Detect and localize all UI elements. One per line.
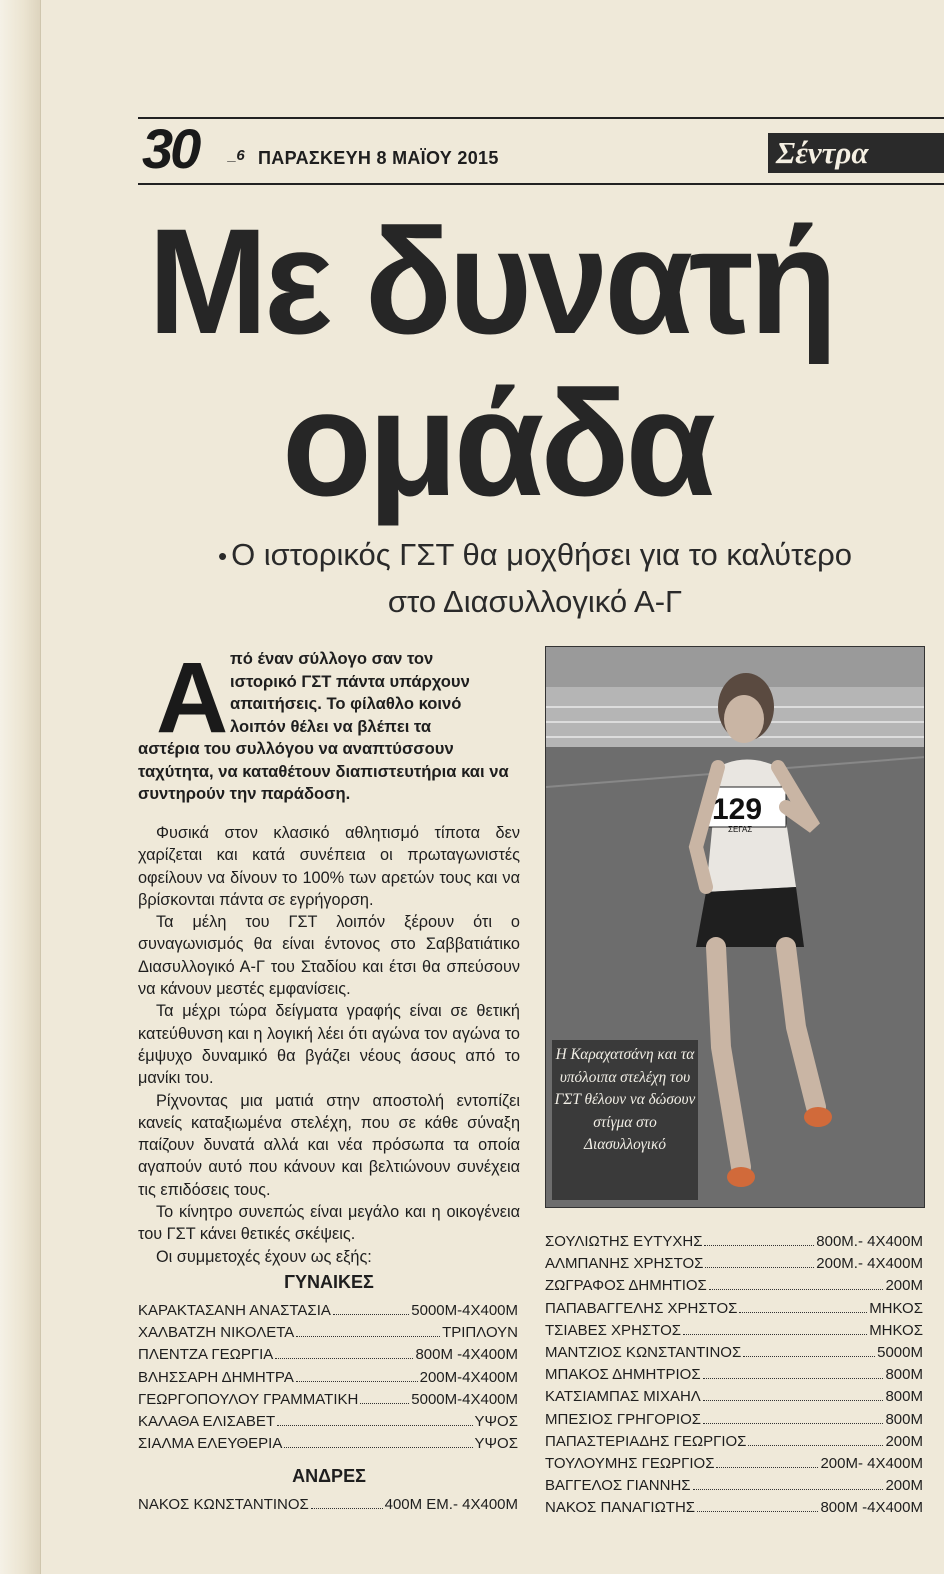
list-item: ΠΑΠΑΒΑΓΓΕΛΗΣ ΧΡΗΣΤΟΣ ΜΗΚΟΣ [545,1299,923,1317]
body-paragraph-2: Τα μέλη του ΓΣΤ λοιπόν ξέρουν ότι ο συναγωνισμός θα είναι έντονος στο Σαββατιάτικο Διασυλλογικό Α-Γ του Σταδίου και έτσι θα σπεύσουν να κάνουν μεστές εμφανίσεις. [138,913,520,999]
body-paragraph-5: Το κίνητρο συνεπώς είναι μεγάλο και η οικογένεια του ΓΣΤ κάνει θετικές σκέψεις. [138,1203,520,1244]
list-item: ΑΛΜΠΑΝΗΣ ΧΡΗΣΤΟΣ 200Μ.- 4Χ400Μ [545,1255,923,1273]
subhead-line-1: Ο ιστορικός ΓΣΤ θα μοχθήσει για το καλύτερο [231,537,853,572]
header-top-rule [138,117,944,119]
headline-line-1: Με δυνατή [148,197,834,365]
list-item: ΚΑΛΑΘΑ ΕΛΙΣΑΒΕΤ ΥΨΟΣ [138,1413,518,1431]
body-paragraph-6: Οι συμμετοχές έχουν ως εξής: [156,1247,372,1266]
page-sub-number: _6 [228,147,245,164]
subhead-line-2: στο Διασυλλογικό Α-Γ [387,584,683,619]
list-item: ΠΛΕΝΤΖΑ ΓΕΩΡΓΙΑ 800Μ -4Χ400Μ [138,1346,518,1364]
list-item: ΜΠΑΚΟΣ ΔΗΜΗΤΡΙΟΣ 800Μ [545,1366,923,1384]
list-item: ΒΑΓΓΕΛΟΣ ΓΙΑΝΝΗΣ 200Μ [545,1477,923,1495]
list-item: ΚΑΤΣΙΑΜΠΑΣ ΜΙΧΑΗΛ 800Μ [545,1388,923,1406]
body-paragraph-3: Τα μέχρι τώρα δείγματα γραφής είναι σε θετική κατεύθυνση και η λογική λέει ότι αγώνα τον αγώνα το έμψυχο δυναμικό θα βγάζει νέους άσους από το μανίκι του. [138,1002,520,1088]
body-paragraph-4: Ρίχνοντας μια ματιά στην αποστολή εντοπίζει κανείς καταξιωμένα στελέχη, που σε κάθε σύναξη παίζουν δυνατά αλλά και νέα πρόσωπα τα οποία αγαπούν αυτό που κάνουν και βελτιώνουν συνέχεια τις επιδόσεις τους. [138,1091,520,1199]
photo-caption: Η Καραχατσάνη και τα υπόλοιπα στελέχη του ΓΣΤ θέλουν να δώσουν στίγμα στο Διασυλλογικό [552,1040,698,1200]
lead-line-4: λοιπόν θέλει να βλέπει τα [230,716,432,736]
list-item: ΝΑΚΟΣ ΠΑΝΑΓΙΩΤΗΣ 800Μ -4Χ400Μ [545,1499,923,1517]
list-item: ΝΑΚΟΣ ΚΩΝΣΤΑΝΤΙΝΟΣ 400Μ ΕΜ.- 4Χ400Μ [138,1496,518,1513]
lead-line-1: πό έναν σύλλογο σαν τον [230,649,434,668]
subheadline [150,532,920,625]
section-label: Σέντρα [768,133,944,173]
list-item: ΧΑΛΒΑΤΖΗ ΝΙΚΟΛΕΤΑ ΤΡΙΠΛΟΥΝ [138,1324,518,1342]
women-roster [138,1300,518,1455]
men-roster-right [545,1231,923,1520]
bib-org: ΣΕΓΑΣ [728,825,753,834]
page-number: 30 [142,117,199,180]
men-heading: ΑΝΔΡΕΣ [292,1466,366,1486]
list-item: ΓΕΩΡΓΟΠΟΥΛΟΥ ΓΡΑΜΜΑΤΙΚΗ 5000Μ-4Χ400Μ [138,1390,518,1408]
issue-date: ΠΑΡΑΣΚΕΥΗ 8 ΜΑΪΟΥ 2015 [258,148,499,168]
page-fold-edge [0,0,41,1574]
list-item: ΖΩΓΡΑΦΟΣ ΔΗΜΗΤΙΟΣ 200Μ [545,1277,923,1295]
list-item: ΠΑΠΑΣΤΕΡΙΑΔΗΣ ΓΕΩΡΓΙΟΣ 200Μ [545,1432,923,1450]
list-item: ΣΙΑΛΜΑ ΕΛΕΥΘΕΡΙΑ ΥΨΟΣ [138,1435,518,1453]
list-item: ΚΑΡΑΚΤΑΣΑΝΗ ΑΝΑΣΤΑΣΙΑ 5000Μ-4Χ400Μ [138,1302,518,1319]
article-body [138,822,520,1268]
list-item: ΜΠΕΣΙΟΣ ΓΡΗΓΟΡΙΟΣ 800Μ [545,1410,923,1428]
lead-line-2: ιστορικό ΓΣΤ πάντα υπάρχουν [230,671,470,691]
lead-rest: αστέρια του συλλόγου να αναπτύσσουν ταχύτητα, να καταθέτουν διαπιστευτήρια και να συντηρούν την παράδοση. [138,739,509,803]
lead-paragraph [138,642,518,806]
list-item: ΜΑΝΤΖΙΟΣ ΚΩΝΣΤΑΝΤΙΝΟΣ 5000Μ [545,1344,923,1362]
bib-number: 129 [712,793,763,826]
bullet-icon: • [217,541,228,571]
lead-line-3: απαιτήσεις. Το φίλαθλο κοινό [230,694,462,713]
body-paragraph-1: Φυσικά στον κλασικό αθλητισμό τίποτα δεν χαρίζεται και κατά συνέπεια οι πρωταγωνιστές οφείλουν να δίνουν το 100% των αρετών τους και να βρίσκονται πάντα σε εγρήγορση. [138,824,520,909]
list-item: ΤΟΥΛΟΥΜΗΣ ΓΕΩΡΓΙΟΣ 200Μ- 4Χ400Μ [545,1455,923,1473]
header-bottom-rule [138,183,944,185]
drop-cap: Α [156,642,229,754]
men-roster-left [138,1494,518,1516]
headline-line-2: ομάδα [282,359,713,527]
women-heading: ΓΥΝΑΙΚΕΣ [284,1272,374,1292]
list-item: ΒΛΗΣΣΑΡΗ ΔΗΜΗΤΡΑ 200Μ-4Χ400Μ [138,1368,518,1386]
list-item: ΤΣΙΑΒΕΣ ΧΡΗΣΤΟΣ ΜΗΚΟΣ [545,1321,923,1339]
list-item: ΣΟΥΛΙΩΤΗΣ ΕΥΤΥΧΗΣ 800Μ.- 4Χ400Μ [545,1233,923,1250]
